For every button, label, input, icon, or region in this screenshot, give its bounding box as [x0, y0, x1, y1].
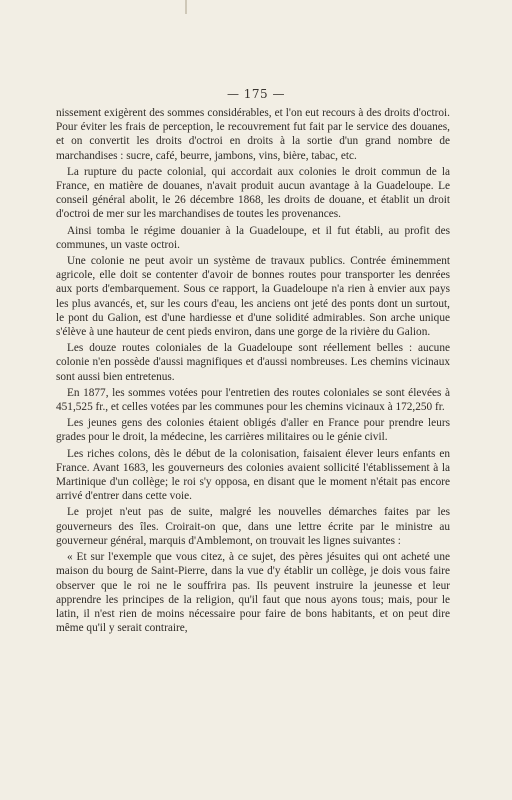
paragraph-4: Une colonie ne peut avoir un système de travaux publics. Contrée éminemment agricole, elle doit se contenter d'avoir de bonnes routes pour transporter les denrées aux ports d'embarquement. Sous ce rapport, la Guadeloupe n'a rien à envier aux pays les plus avancés, et, sur les cours d'eau, les anciens ont jeté des ponts dont un surtout, le pont du Galion, est d'une hardiesse et d'une solidité admirables. Son arche unique s'élève à une hauteur de cent pieds environ, dans une gorge de la rivière du Galion.: [56, 255, 450, 339]
paragraph-7: Les jeunes gens des colonies étaient obligés d'aller en France pour prendre leurs grades pour le droit, la médecine, les carrières militaires ou le génie civil.: [56, 417, 450, 444]
paragraph-10: « Et sur l'exemple que vous citez, à ce sujet, des pères jésuites qui ont acheté une maison du bourg de Saint-Pierre, dans la vue d'y établir un collège, je dois vous faire observer que le roi ne le souffrira pas. Ils peuvent instruire la jeunesse et leur apprendre les principes de la religion, qu'il faut que nous ayons tous; mais, pour le latin, il n'est rien de moins nécessaire pour faire de bons habitants, et on peut dire même qu'il y serait contraire,: [56, 551, 450, 635]
paragraph-3: Ainsi tomba le régime douanier à la Guadeloupe, et il fut établi, au profit des communes, un vaste octroi.: [56, 224, 450, 251]
paragraph-9: Le projet n'eut pas de suite, malgré les nouvelles démarches faites par les gouverneurs des îles. Croirait-on que, dans une lettre écrite par le ministre au gouverneur général, marquis d'Amblemont, on trouvait les lignes suivantes :: [56, 506, 450, 547]
page-crease: [185, 0, 187, 14]
paragraph-2: La rupture du pacte colonial, qui accordait aux colonies le droit commun de la France, en matière de douanes, n'avait produit aucun avantage à la Guadeloupe. Le conseil général abolit, le 26 décembre 1868, les droits de douane, et établit un droit d'octroi de mer sur les marchandises de toutes les provenances.: [56, 165, 450, 221]
paragraph-8: Les riches colons, dès le début de la colonisation, faisaient élever leurs enfants en France. Avant 1683, les gouverneurs des colonies avaient sollicité l'établissement à la Martinique d'un collège; le roi s'y opposa, en disant que le moment n'était pas encore arrivé d'entrer dans cette voie.: [56, 447, 450, 503]
paragraph-5: Les douze routes coloniales de la Guadeloupe sont réellement belles : aucune colonie n'en possède d'aussi magnifiques et d'aussi nombreuses. Les chemins vicinaux sont aussi bien entretenus.: [56, 342, 450, 383]
paragraph-1: nissement exigèrent des sommes considérables, et l'on eut recours à des droits d'octroi. Pour éviter les frais de perception, le recouvrement fut fait par le service des douanes, et on convertit les droits d'octroi en droits à la sortie d'un grand nombre de marchandises : sucre, café, beurre, jambons, vins, bière, tabac, etc.: [56, 107, 450, 162]
page-number: — 175 —: [226, 87, 286, 101]
paragraph-6: En 1877, les sommes votées pour l'entretien des routes coloniales se sont élevées à 451,525 fr., et celles votées par les communes pour les chemins vicinaux à 172,250 fr.: [56, 386, 450, 414]
body-text: [56, 106, 450, 637]
